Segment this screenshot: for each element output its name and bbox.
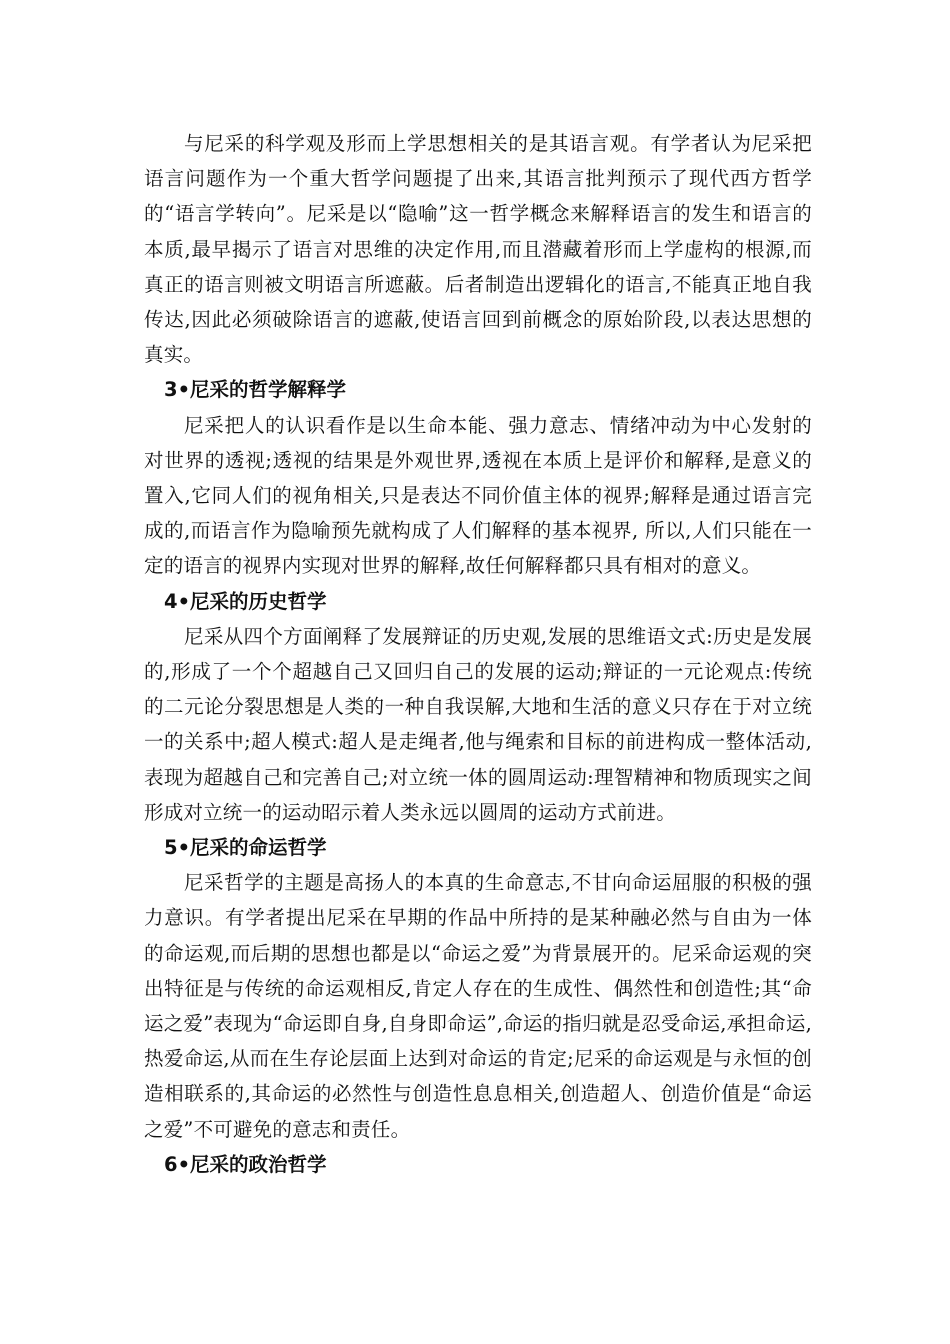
paragraph-hermeneutics: 尼采把人的认识看作是以生命本能、强力意志、情绪冲动为中心发射的对世界的透视;透视的结果是外观世界,透视在本质上是评价和解释,是意义的置入,它同人们的视角相关,只是表达不同价值主体的视界;解释是通过语言完成的,而语言作为隐喻预先就构成了人们解释的基本视界, 所以,人们只能在一定的语言的视界内实现对世界的解释,故任何解释都只具有相对的意义。 bbox=[144, 413, 812, 578]
paragraph-language-view: 与尼采的科学观及形而上学思想相关的是其语言观。有学者认为尼采把语言问题作为一个重大哲学问题提了出来,其语言批判预示了现代西方哲学的“语言学转向”。尼采是以“隐喻”这一哲学概念来解释语言的发生和语言的本质,最早揭示了语言对思维的决定作用,而且潜藏着形而上学虚构的根源,而真正的语言则被文明语言所遮蔽。后者制造出逻辑化的语言,不能真正地自我传达,因此必须破除语言的遮蔽,使语言回到前概念的原始阶段,以表达思想的真实。 bbox=[144, 132, 812, 367]
document-page bbox=[144, 126, 812, 1182]
paragraph-history: 尼采从四个方面阐释了发展辩证的历史观,发展的思维语文式:历史是发展的,形成了一个个超越自己又回归自己的发展的运动;辩证的一元论观点:传统的二元论分裂思想是人类的一种自我误解,大地和生活的意义只存在于对立统一的关系中;超人模式:超人是走绳者,他与绳索和目标的前进构成一整体活动,表现为超越自己和完善自己;对立统一体的圆周运动:理智精神和物质现实之间形成对立统一的运动昭示着人类永远以圆周的运动方式前进。 bbox=[144, 624, 812, 824]
paragraph-fate: 尼采哲学的主题是高扬人的本真的生命意志,不甘向命运屈服的积极的强力意识。有学者提出尼采在早期的作品中所持的是某种融必然与自由为一体的命运观,而后期的思想也都是以“命运之爱”为背景展开的。尼采命运观的突出特征是与传统的命运观相反,肯定人存在的生成性、偶然性和创造性;其“命运之爱”表现为“命运即自身,自身即命运”,命运的指归就是忍受命运,承担命运,热爱命运,从而在生存论层面上达到对命运的肯定;尼采的命运观是与永恒的创造相联系的,其命运的必然性与创造性息息相关,创造超人、创造价值是“命运之爱”不可避免的意志和责任。 bbox=[144, 871, 812, 1141]
section-heading-fate: 5•尼采的命运哲学 bbox=[164, 836, 327, 860]
section-heading-hermeneutics: 3•尼采的哲学解释学 bbox=[164, 378, 347, 402]
section-heading-politics: 6•尼采的政治哲学 bbox=[164, 1152, 327, 1176]
section-heading-history: 4•尼采的历史哲学 bbox=[164, 589, 327, 613]
